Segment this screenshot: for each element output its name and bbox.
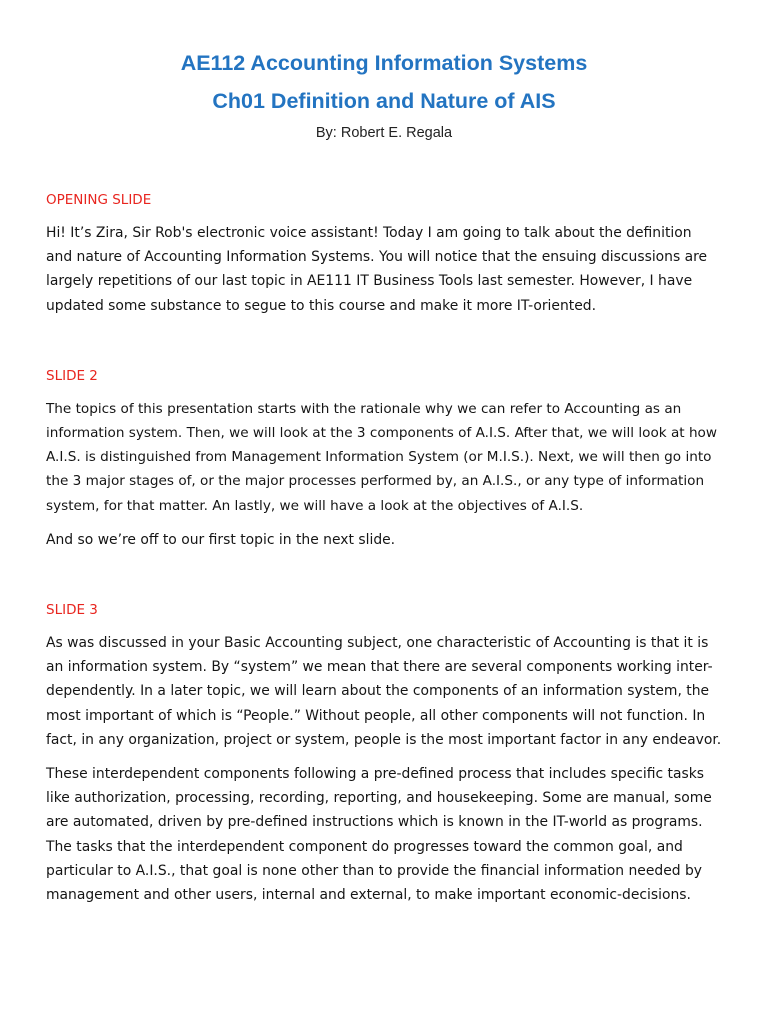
paragraph: The topics of this presentation starts with the rationale why we can refer to Accounting as an information system. Then, we will look at the 3 components of A.I.S. After that, we will look at how A.I.S. is distinguished from Management Information System (or M.I.S.). Next, we will then go into the 3 major stages of, or the major processes performed by, an A.I.S., or any type of information system, for that matter. An lastly, we will have a look at the objectives of A.I.S. (46, 400, 717, 514)
paragraph: Hi! It’s Zira, Sir Rob's electronic voice assistant! Today I am going to talk about the definition and nature of Accounting Information Systems. You will notice that the ensuing discussions are largely repetitions of our last topic in AE111 IT Business Tools last semester. However, I have updated some substance to segue to this course and make it more IT-oriented. (46, 225, 708, 314)
paragraph: And so we’re off to our first topic in the next slide. (46, 531, 396, 548)
paragraph: These interdependent components following a pre-defined process that includes specific tasks like authorization, processing, recording, reporting, and housekeeping. Some are manual, some are automated, driven by pre-defined instructions which is known in the IT-world as programs. The tasks that the interdependent component do progresses toward the common goal, and particular to A.I.S., that goal is none other than to provide the financial information needed by management and other users, internal and external, to make important economic-decisions. (46, 766, 712, 904)
section-heading: OPENING SLIDE (46, 192, 152, 208)
section-slide-3 (46, 599, 722, 907)
document-title-line2: Ch01 Definition and Nature of AIS (212, 89, 556, 113)
author-byline: By: Robert E. Regala (315, 125, 453, 141)
document-title-line1: AE112 Accounting Information Systems (180, 51, 588, 75)
section-heading: SLIDE 3 (46, 602, 98, 619)
section-opening-slide (46, 189, 722, 318)
section-heading: SLIDE 2 (46, 367, 98, 384)
paragraph: As was discussed in your Basic Accounting subject, one characteristic of Accounting is that it is an information system. By “system” we mean that there are several components working inter-dependently. In a later topic, we will learn about the components of an information system, the most important of which is “People.” Without people, all other components will not function. In fact, in any organization, project or system, people is the most important factor in any endeavor. (46, 635, 722, 748)
section-slide-2 (46, 365, 722, 552)
